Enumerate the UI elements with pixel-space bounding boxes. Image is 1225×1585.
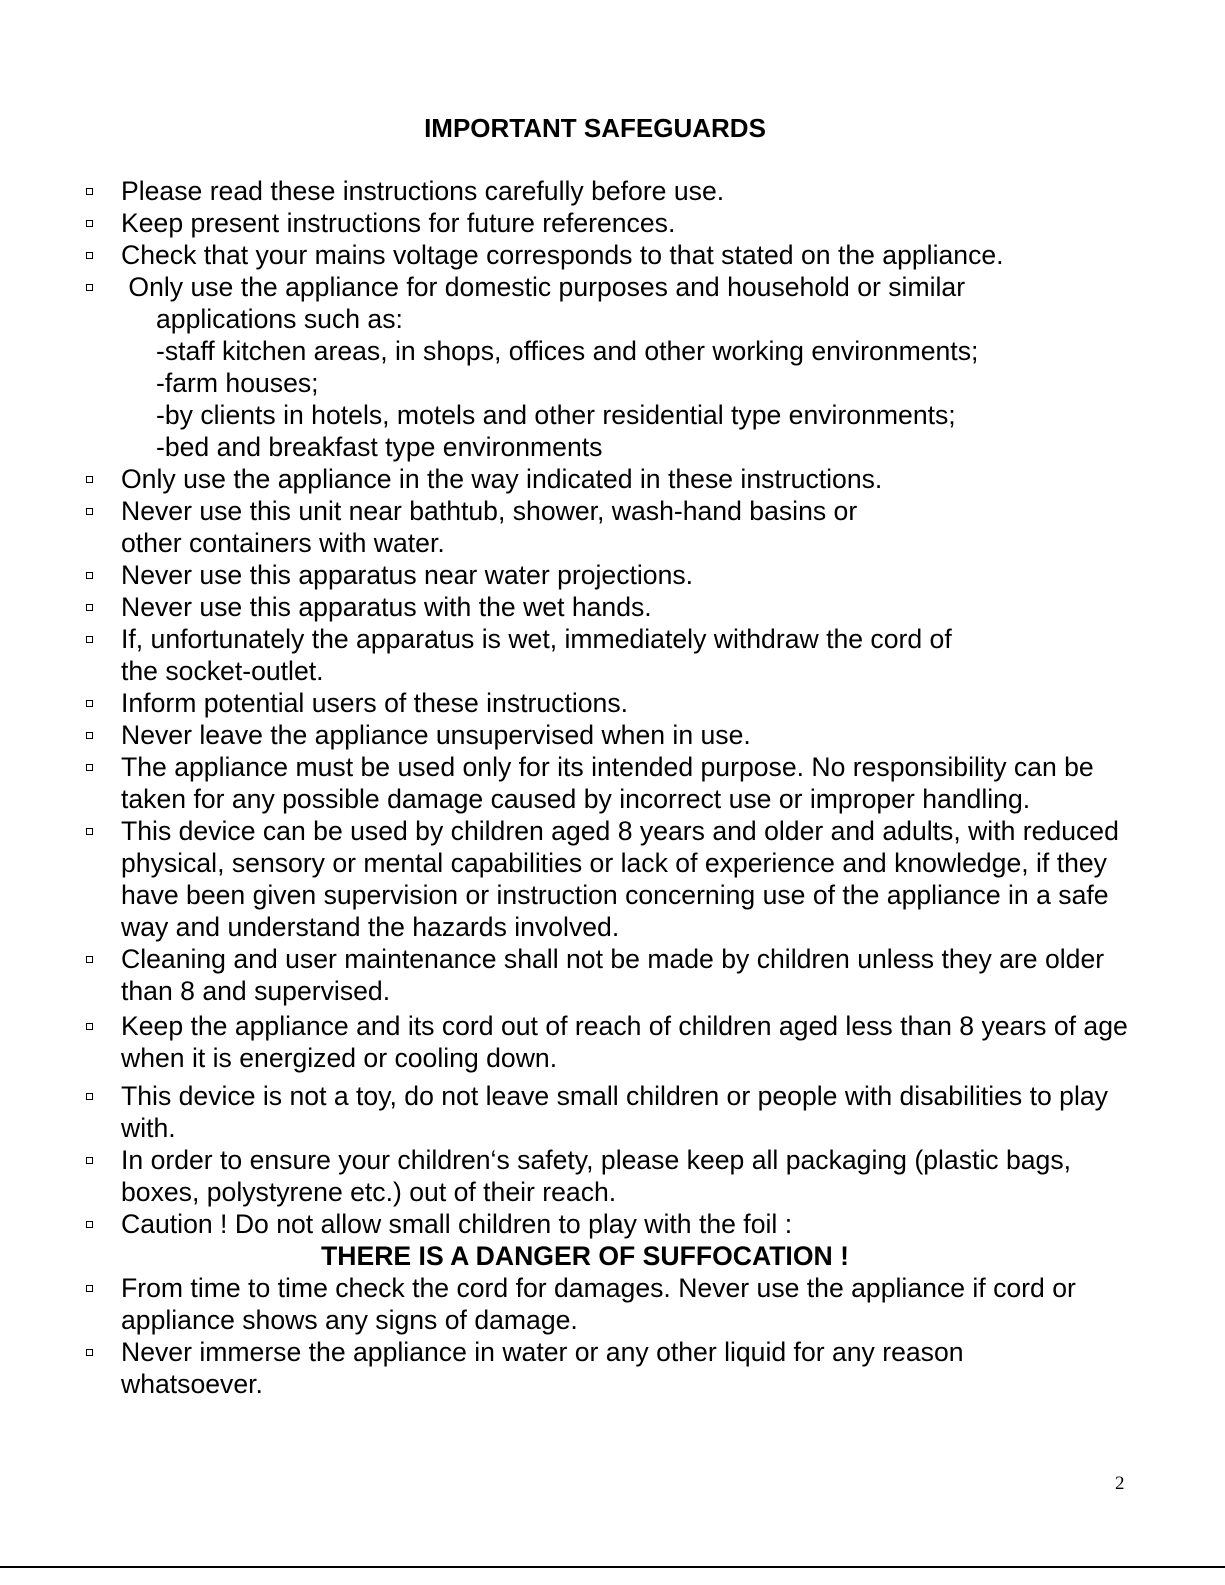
usage-subline: -bed and breakfast type environments xyxy=(156,432,603,462)
item-text: From time to time check the cord for damages. Never use the appliance if cord or appliance shows any signs of damage. xyxy=(121,1273,1076,1335)
list-item xyxy=(0,207,1225,239)
square-bullet-icon xyxy=(86,604,93,611)
square-bullet-icon xyxy=(86,700,93,707)
square-bullet-icon xyxy=(86,188,93,195)
list-item xyxy=(0,175,1225,207)
list-item xyxy=(0,1080,1225,1144)
page-number: 2 xyxy=(1115,1473,1125,1494)
item-text: Never immerse the appliance in water or any other liquid for any reason whatsoever. xyxy=(121,1337,964,1399)
page-title: IMPORTANT SAFEGUARDS xyxy=(424,113,766,143)
list-item xyxy=(0,463,1225,495)
square-bullet-icon xyxy=(86,828,93,835)
list-item xyxy=(0,719,1225,751)
square-bullet-icon xyxy=(86,1349,93,1356)
square-bullet-icon xyxy=(86,1157,93,1164)
item-text: Keep the appliance and its cord out of reach of children aged less than 8 years of age when it is energized or cooling down. xyxy=(121,1011,1128,1073)
usage-subline: -staff kitchen areas, in shops, offices and other working environments; xyxy=(156,336,979,366)
list-item xyxy=(0,559,1225,591)
list-item xyxy=(0,751,1225,815)
list-item xyxy=(0,591,1225,623)
square-bullet-icon xyxy=(86,252,93,259)
list-item xyxy=(0,271,1225,463)
item-text: Never leave the appliance unsupervised when in use. xyxy=(121,720,751,750)
square-bullet-icon xyxy=(86,764,93,771)
item-text: Inform potential users of these instructions. xyxy=(121,688,629,718)
list-item xyxy=(0,815,1225,943)
square-bullet-icon xyxy=(86,572,93,579)
item-text: Never use this unit near bathtub, shower, wash-hand basins or other containers with water. xyxy=(121,496,858,558)
square-bullet-icon xyxy=(86,1093,93,1100)
square-bullet-icon xyxy=(86,956,93,963)
item-continuation: applications such as: xyxy=(156,304,403,334)
list-item xyxy=(0,495,1225,559)
usage-subline: -farm houses; xyxy=(156,368,319,398)
bottom-divider xyxy=(0,1566,1225,1568)
list-item xyxy=(0,1208,1225,1272)
square-bullet-icon xyxy=(86,1285,93,1292)
item-text: This device can be used by children aged 8 years and older and adults, with reduced physical, sensory or mental capabilities or lack of experience and knowledge, if they have been given supervision or instruction concerning use of the appliance in a safe way and understand the hazards involved. xyxy=(121,816,1119,942)
item-text: Check that your mains voltage corresponds to that stated on the appliance. xyxy=(121,240,1004,270)
item-text: Only use the appliance in the way indicated in these instructions. xyxy=(121,464,883,494)
square-bullet-icon xyxy=(86,732,93,739)
list-item xyxy=(0,1272,1225,1336)
square-bullet-icon xyxy=(86,1221,93,1228)
item-text: This device is not a toy, do not leave small children or people with disabilities to play with. xyxy=(121,1081,1108,1143)
item-text: Caution ! Do not allow small children to play with the foil : xyxy=(121,1209,793,1239)
square-bullet-icon xyxy=(86,284,93,291)
square-bullet-icon xyxy=(86,220,93,227)
square-bullet-icon xyxy=(86,1023,93,1030)
item-text: The appliance must be used only for its intended purpose. No responsibility can be taken for any possible damage caused by incorrect use or improper handling. xyxy=(121,752,1094,814)
item-text: Keep present instructions for future references. xyxy=(121,208,676,238)
list-item xyxy=(0,687,1225,719)
item-text: Please read these instructions carefully before use. xyxy=(121,176,725,206)
square-bullet-icon xyxy=(86,476,93,483)
list-item xyxy=(0,1336,1225,1400)
list-item xyxy=(0,239,1225,271)
suffocation-warning: THERE IS A DANGER OF SUFFOCATION ! xyxy=(321,1241,849,1271)
item-text: In order to ensure your children‘s safety, please keep all packaging (plastic bags, boxes, polystyrene etc.) out of their reach. xyxy=(121,1145,1072,1207)
item-text: Never use this apparatus with the wet hands. xyxy=(121,592,652,622)
list-item xyxy=(0,1010,1225,1074)
usage-subline: -by clients in hotels, motels and other residential type environments; xyxy=(156,400,956,430)
square-bullet-icon xyxy=(86,636,93,643)
usage-sublist xyxy=(121,303,1130,463)
item-text: Only use the appliance for domestic purposes and household or similar xyxy=(121,272,966,302)
list-item xyxy=(0,1144,1225,1208)
item-text: Never use this apparatus near water projections. xyxy=(121,560,694,590)
item-text: Cleaning and user maintenance shall not be made by children unless they are older than 8 and supervised. xyxy=(121,944,1105,1006)
item-text: If, unfortunately the apparatus is wet, immediately withdraw the cord of the socket-outlet. xyxy=(121,624,952,686)
safeguard-list xyxy=(0,175,1225,1400)
list-item xyxy=(0,623,1225,687)
square-bullet-icon xyxy=(86,508,93,515)
list-item xyxy=(0,943,1225,1007)
